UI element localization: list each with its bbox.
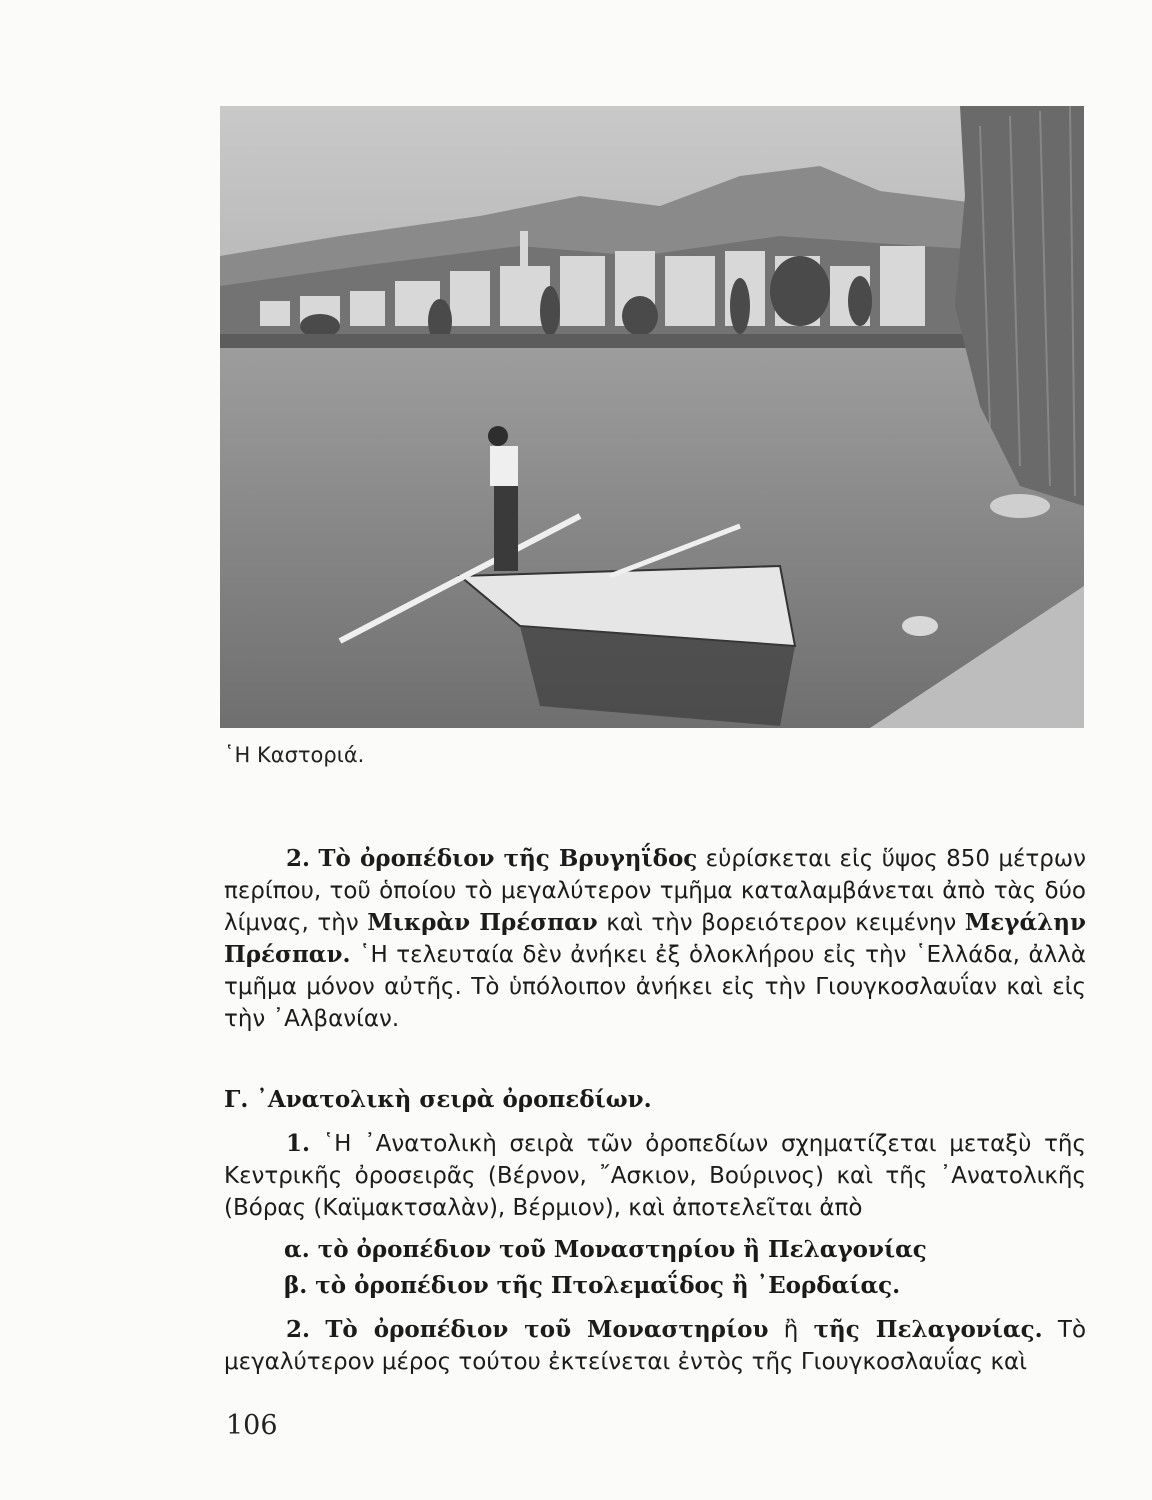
paragraph-text: εὑρίσκεται εἰς ὕψος 850 μέτρων περίπου, τοῦ ὁποίου τὸ μεγαλύτερον τμῆμα καταλαμβάνεται ἀπὸ τὰς δύο λίμνας, τὴν (224, 846, 1086, 936)
page-number: 106 (226, 1410, 278, 1441)
stone (902, 616, 938, 636)
kastoria-photo (220, 106, 1084, 728)
photo-caption: ῾Η Καστοριά. (224, 743, 365, 767)
bold-term: Μεγάλην Πρέσπαν. (224, 909, 1086, 968)
point-number: 2. (286, 1316, 311, 1343)
paragraph-text: ῾Η τελευταία δὲν ἀνήκει ἐξ ὁλοκλήρου εἰς τὴν ῾Ελλάδα, ἀλλὰ τμῆμα μόνον αὐτῆς. Τὸ ὑπόλοιπον ἀνήκει εἰς τὴν Γιουγκοσλαυΐαν καὶ εἰς τὴν ᾿Αλβανίαν. (224, 942, 1086, 1032)
point-title: τῆς Πελαγονίας. (813, 1316, 1043, 1343)
point-number: 2. (286, 845, 311, 872)
paragraph-text: καὶ τὴν βορειότερον κειμένην (597, 910, 965, 936)
shoreline (220, 334, 1084, 348)
paragraph-eastern-series (224, 1128, 1086, 1224)
list-item: α. τὸ ὀροπέδιον τοῦ Μοναστηρίου ἢ Πελαγονίας (284, 1236, 927, 1263)
section-heading: Γ. ᾿Ανατολικὴ σειρὰ ὀροπεδίων. (224, 1086, 652, 1113)
bold-term: Μικρὰν Πρέσπαν (367, 909, 598, 936)
point-title: Τὸ ὀροπέδιον τῆς Βρυγηΐδος (318, 845, 698, 872)
lake-town-photo-illustration (220, 106, 1084, 728)
paragraph-text: Τὸ μεγαλύτερον μέρος τούτου ἐκτείνεται ἐντὸς τῆς Γιουγκοσλαυΐας καὶ (224, 1317, 1087, 1375)
paragraph-text: ῾Η ᾿Ανατολικὴ σειρὰ τῶν ὀροπεδίων σχηματίζεται μεταξὺ τῆς Κεντρικῆς ὀροσειρᾶς (Βέρνον, ῎Ασκιον, Βούρινος) καὶ τῆς ᾿Ανατολικῆς (Βόρας (Καϊμακτσαλὰν), Βέρμιον), καὶ ἀποτελεῖται ἀπὸ (224, 1131, 1086, 1221)
list-item: β. τὸ ὀροπέδιον τῆς Πτολεμαΐδος ἢ ᾿Εορδαίας. (284, 1272, 901, 1299)
paragraph-text: ἢ (768, 1317, 814, 1343)
paragraph-monastiri-plateau (224, 1314, 1086, 1378)
point-title: Τὸ ὀροπέδιον τοῦ Μοναστηρίου (325, 1316, 769, 1343)
paragraph-vrygiis-plateau (224, 843, 1086, 1035)
stone (990, 494, 1050, 518)
point-number: 1. (286, 1130, 311, 1157)
